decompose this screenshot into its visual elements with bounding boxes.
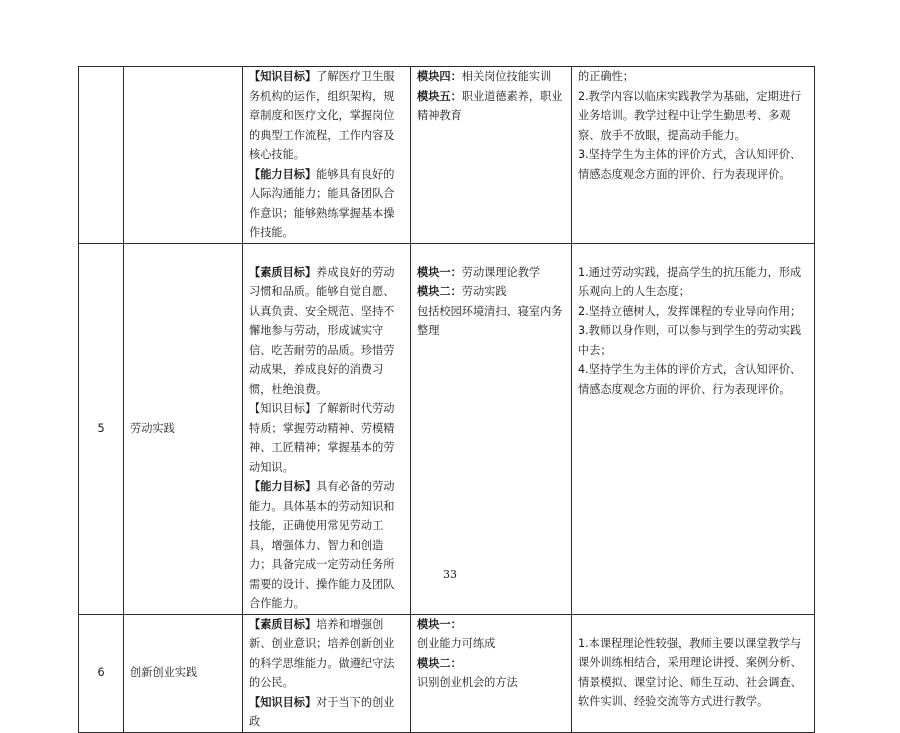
table-row (79, 243, 815, 614)
page-number: 33 (443, 568, 457, 581)
module-label: 模块一： (417, 617, 462, 631)
objective-item (249, 165, 404, 243)
row-number-cell: 5 (79, 243, 124, 614)
requirement-item: 3.坚持学生为主体的评价方式，含认知评价、情感态度观念方面的评价、行为表现评价。 (578, 148, 802, 181)
module-item (417, 87, 565, 126)
module-item (417, 263, 565, 283)
modules-cell (411, 67, 572, 244)
requirement-item: 2.教学内容以临床实践教学为基础，定期进行业务培训。教学过程中让学生勤思考、多观察、放手不放眼，提高动手能力。 (578, 89, 802, 142)
modules-cell (411, 614, 572, 732)
objective-text: 了解医疗卫生服务机构的运作，组织架构，规章制度和医疗文化，掌握岗位的典型工作流程，工作内容及核心技能。 (249, 70, 395, 161)
course-name-cell (124, 67, 243, 244)
row-number-cell: 6 (79, 614, 124, 732)
table-row (79, 614, 815, 732)
module-item (417, 673, 565, 693)
objective-label: 【知识目标】 (249, 695, 317, 709)
module-item (417, 615, 565, 635)
objective-item (249, 263, 404, 400)
curriculum-table (78, 66, 815, 733)
objective-label: 【知识目标】 (249, 70, 317, 83)
module-label: 模块四： (417, 70, 462, 83)
table-row (79, 67, 815, 244)
requirement-item: 3.教师以身作则，可以参与到学生的劳动实践中去； (578, 324, 802, 357)
row-number-cell (79, 67, 124, 244)
module-label: 模块一： (417, 265, 462, 279)
module-label: 模块二： (417, 285, 462, 298)
objective-label: 【素质目标】 (249, 617, 317, 631)
objectives-cell (243, 614, 411, 732)
objectives-cell (243, 243, 411, 614)
course-name-cell: 创新创业实践 (124, 614, 243, 732)
requirements-cell (572, 614, 815, 732)
module-item (417, 282, 565, 302)
objective-label: 【知识目标】 (249, 402, 317, 415)
module-text: 识别创业机会的方法 (417, 676, 518, 689)
module-label: 模块二： (417, 656, 462, 670)
objective-item (249, 399, 404, 477)
requirement-item: 的正确性； (578, 70, 634, 83)
objectives-cell (243, 67, 411, 244)
module-text: 相关岗位技能实训 (461, 70, 552, 83)
objective-label: 【能力目标】 (249, 167, 317, 181)
module-text: 创业能力可练成 (417, 637, 496, 650)
requirements-cell (572, 67, 815, 244)
module-item (417, 634, 565, 654)
module-text: 劳动课理论教学 (461, 265, 541, 279)
objective-item (249, 67, 404, 165)
module-text: 职业道德素养，职业精神教育 (417, 89, 563, 122)
module-label: 模块五： (417, 89, 462, 103)
module-item (417, 654, 565, 674)
objective-label: 【能力目标】 (249, 480, 317, 493)
modules-cell (411, 243, 572, 614)
requirement-item: 4.坚持学生为主体的评价方式，含认知评价、情感态度观念方面的评价、行为表现评价。 (578, 363, 802, 396)
objective-text: 了解新时代劳动特质；掌握劳动精神、劳模精神、工匠精神；掌握基本的劳动知识。 (249, 402, 395, 474)
objective-text: 养成良好的劳动习惯和品质。能够自觉自愿、认真负责、安全规范、坚持不懈地参与劳动，形成诚实守信、吃苦耐劳的品质。珍惜劳动成果，养成良好的消费习惯，杜绝浪费。 (249, 265, 395, 396)
course-name-cell: 劳动实践 (124, 243, 243, 614)
objective-label: 【素质目标】 (249, 265, 317, 279)
module-text: 包括校园环境清扫、寝室内务整理 (417, 304, 563, 337)
objective-text: 培养和增强创新、创业意识；培养创新创业的科学思维能力。做遵纪守法的公民。 (249, 617, 395, 689)
objective-text: 能够具有良好的人际沟通能力；能具备团队合作意识；能够熟练掌握基本操作技能。 (249, 167, 395, 239)
objective-text: 对于当下的创业政 (249, 695, 395, 728)
requirement-item: 1.本课程理论性较强，教师主要以课堂教学与课外训练相结合，采用理论讲授、案例分析、情景模拟、课堂讨论、师生互动、社会调查、软件实训、经验交流等方式进行教学。 (578, 636, 802, 708)
requirement-item: 1.通过劳动实践，提高学生的抗压能力，形成乐观向上的人生态度； (578, 265, 802, 298)
requirements-cell (572, 243, 815, 614)
objective-item (249, 693, 404, 732)
objective-text: 具有必备的劳动能力。具体基本的劳动知识和技能，正确使用常见劳动工具，增强体力、智力和创造力；具备完成一定劳动任务所需要的设计、操作能力及团队合作能力。 (249, 480, 395, 610)
objective-item (249, 615, 404, 693)
module-item (417, 302, 565, 341)
objective-item (249, 477, 404, 614)
module-text: 劳动实践 (461, 285, 507, 298)
module-item (417, 67, 565, 87)
requirement-item: 2.坚持立德树人，发挥课程的专业导向作用； (578, 304, 802, 318)
